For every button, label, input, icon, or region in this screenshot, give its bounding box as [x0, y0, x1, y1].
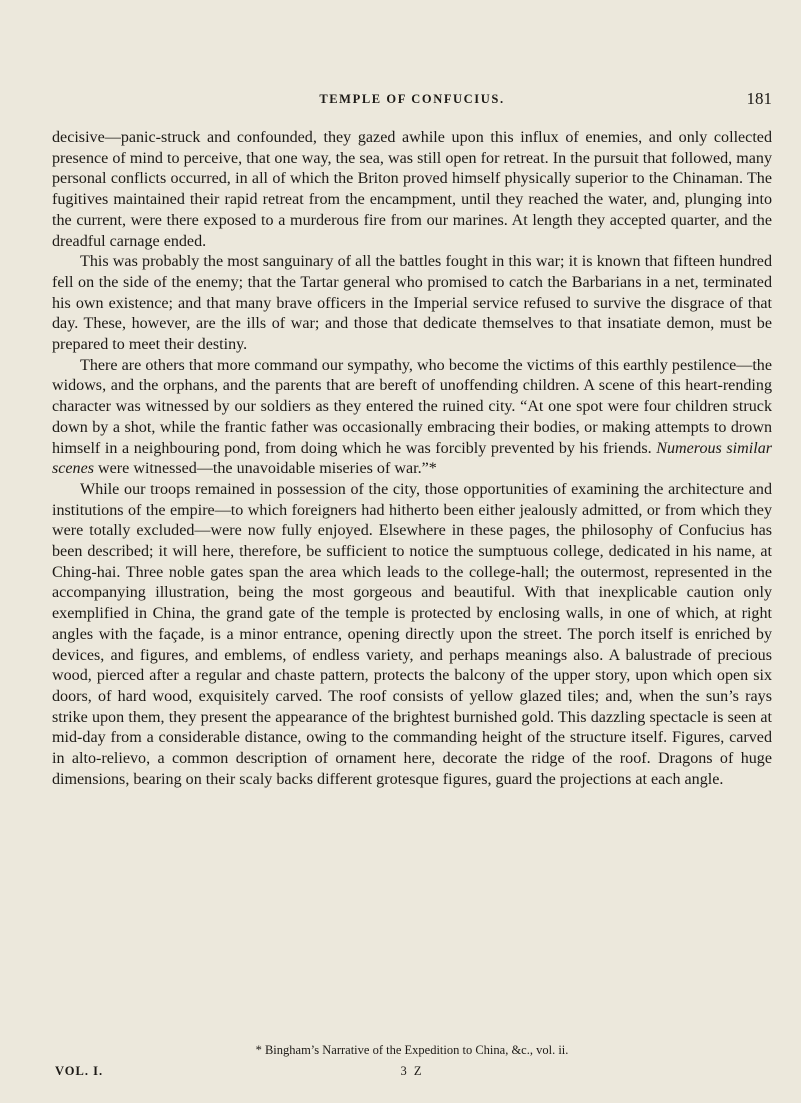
volume-label: VOL. I.	[55, 1064, 104, 1078]
paragraph-1: decisive—panic-struck and confounded, they gazed awhile upon this influx of enemies, and only collected presence of mind to perceive, that one way, the sea, was still open for retreat. In the pursuit that followed, many personal conflicts occurred, in all of which the Briton proved himself physically superior to the Chinaman. The fugitives maintained their rapid retreat from the encampment, until they reached the water, and, plunging into the current, were there exposed to a murderous fire from our marines. At length they accepted quarter, and the dreadful carnage ended.	[52, 129, 772, 250]
paragraph-2: This was probably the most sanguinary of all the battles fought in this war; it is known that fifteen hundred fell on the side of the enemy; that the Tartar general who promised to catch the Barbarians in a net, terminated his own existence; and that many brave officers in the Imperial service refused to survive the disgrace of that day. These, however, are the ills of war; and those that dedicate themselves to that insatiate demon, must be prepared to meet their destiny.	[52, 253, 772, 354]
footnote: * Bingham’s Narrative of the Expedition to China, &c., vol. ii.	[255, 1043, 569, 1057]
paragraph-3-text: There are others that more command our sympathy, who become the victims of this earthly pestilence—the widows, and the orphans, and the parents that are bereft of unoffending children. A scene of this heart-rending character was witnessed by our soldiers as they entered the ruined city. “At one spot were four children struck down by a shot, while the frantic father was occasionally embracing their bodies, or making attempts to drown himself in a neighbouring pond, from doing which he was forcibly prevented by his friends.	[52, 356, 772, 457]
running-head	[52, 90, 772, 110]
signature-mark: 3 Z	[400, 1064, 424, 1078]
paragraph-3	[52, 356, 772, 480]
page-number: 181	[746, 89, 772, 108]
body-text	[52, 128, 772, 791]
paragraph-3-tail: were witnessed—the unavoidable miseries of war.”*	[94, 460, 437, 478]
paragraph-4: While our troops remained in possession of the city, those opportunities of examining the architecture and institutions of the empire—to which foreigners had hitherto been either jealously admitted, or from which they were totally excluded—were now fully enjoyed. Elsewhere in these pages, the philosophy of Confucius has been described; it will here, therefore, be sufficient to notice the sumptuous college, dedicated in his name, at Ching-hai. Three noble gates span the area which leads to the college-hall; the outermost, represented in the accompanying illustration, being the most gorgeous and beautiful. With that inexplicable caution only exemplified in China, the grand gate of the temple is protected by enclosing walls, in one of which, at right angles with the façade, is a minor entrance, opening directly upon the street. The porch itself is enriched by devices, and figures, and emblems, of endless variety, and perhaps meanings also. A balustrade of precious wood, pierced after a regular and chaste pattern, protects the balcony of the upper story, upon which open six doors, of hard wood, exquisitely carved. The roof consists of yellow glazed tiles; and, when the sun’s rays strike upon them, they present the appearance of the brightest burnished gold. This dazzling spectacle is seen at mid-day from a considerable distance, owing to the commanding height of the structure itself. Figures, carved in alto-relievo, a common description of ornament here, decorate the ridge of the roof. Dragons of huge dimensions, bearing on their scaly backs different grotesque figures, guard the projections at each angle.	[52, 480, 772, 788]
running-title: TEMPLE OF CONFUCIUS.	[319, 92, 505, 106]
page-footer	[52, 1064, 772, 1082]
paragraph-3-italic: Numerous similar scenes	[52, 439, 772, 478]
